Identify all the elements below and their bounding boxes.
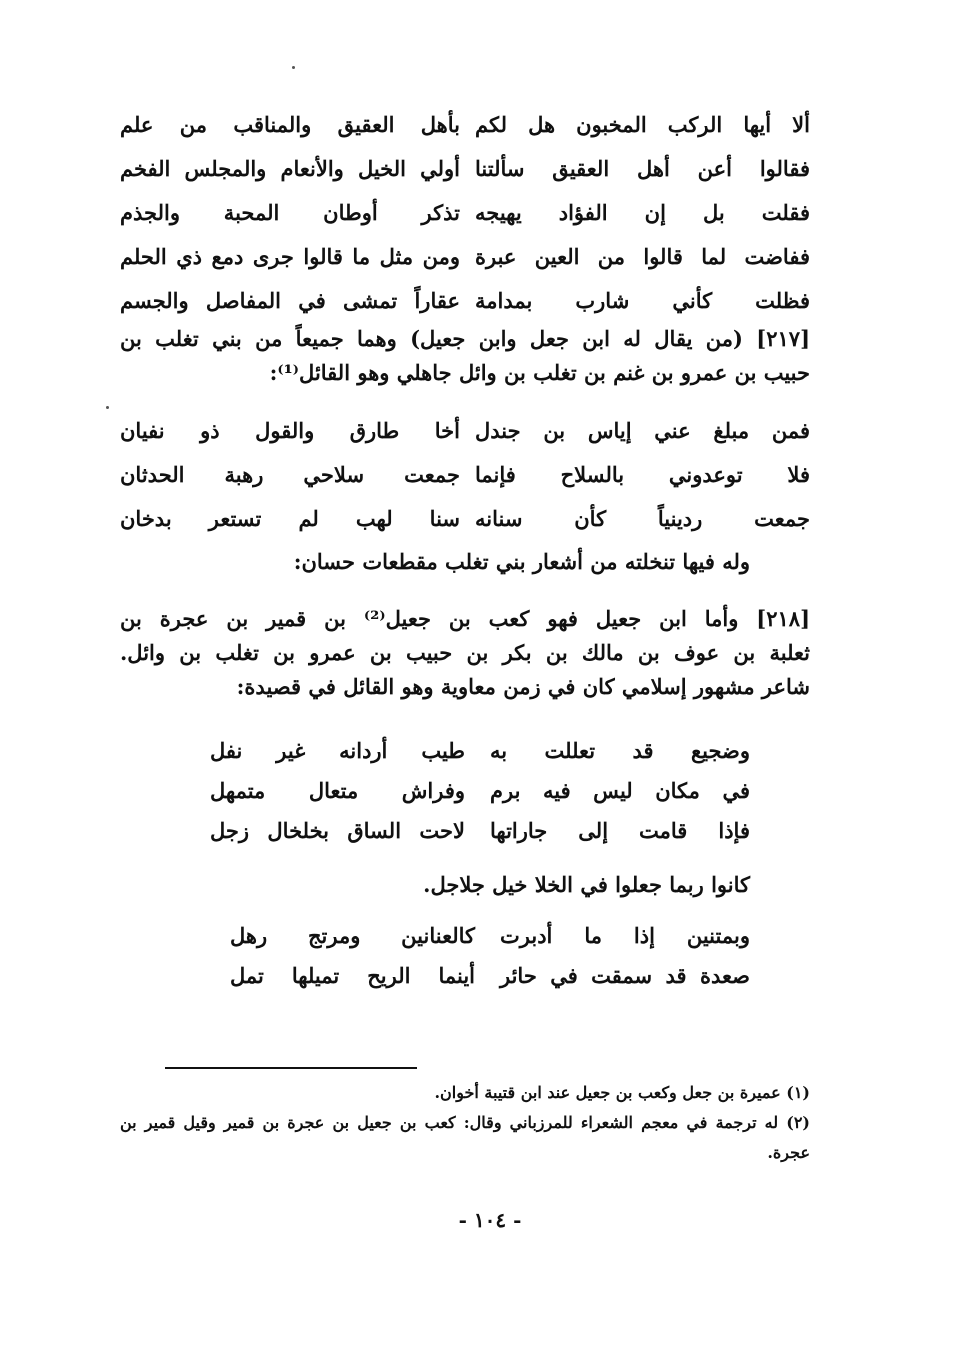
verse-hemistich-first: فقلت بل إن الفؤاد يهيجه (475, 199, 810, 225)
paragraph-218 (120, 602, 810, 704)
verse-line (230, 915, 750, 955)
verse-line (210, 770, 750, 810)
verse-hemistich-first: فلا توعدوني بالسلاح فإنما (475, 461, 810, 487)
paragraph-line: كانوا ربما جعلوا في الخلا خيل جلاجل. (423, 872, 750, 897)
paragraph-line: ثعلبة بن عوف بن مالك بن بكر بن حبيب بن عمرو بن تغلب بن وائل. (120, 640, 810, 665)
verse-hemistich-second: طيب أردانه غير نفل (210, 737, 465, 763)
verse-line (120, 234, 810, 278)
poem-block-1 (120, 102, 810, 322)
footnotes (120, 1078, 810, 1168)
verse-hemistich-second: ومن مثل ما قالوا جرى دمع ذي الحلم (120, 243, 460, 269)
verse-hemistich-second: سنا لهب لم تستعر بدخان (120, 505, 460, 531)
verse-hemistich-first: جمعت ردينياً كأن سنانه (475, 505, 810, 531)
verse-hemistich-second: تذكر أوطان المحبة والجذم (120, 199, 460, 225)
verse-line (120, 102, 810, 146)
verse-line (210, 810, 750, 850)
verse-hemistich-first: فإذا قامت إلى جاراتها (490, 817, 750, 843)
verse-hemistich-first: فمن مبلغ عني إياس بن جندل (475, 417, 810, 443)
verse-line (120, 278, 810, 322)
verse-hemistich-second: عقاراً تمشى في المفاصل والجسم (120, 287, 460, 313)
paragraph-217 (120, 322, 810, 390)
verse-hemistich-first: وضجيع قد تعللت به (490, 737, 750, 763)
verse-hemistich-second: أولي الخيل والأنعام والمجلس الفخم (120, 155, 460, 181)
paragraph-line: شاعر مشهور إسلامي كان في زمن معاوية وهو القائل في قصيدة: (236, 674, 810, 699)
poem-block-3 (210, 730, 750, 850)
verse-line (230, 955, 750, 995)
single-line (230, 868, 750, 902)
paragraph-line: [٢١٨] وأما ابن جعيل فهو كعب بن جعيل⁽²⁾ بن قمير بن عجرة بن (120, 606, 810, 631)
verse-hemistich-first: صعدة قد سمقت في حائر (500, 962, 750, 988)
verse-hemistich-second: لاحت الساق بخلخال زجل (210, 817, 465, 843)
verse-line (210, 730, 750, 770)
verse-hemistich-first: وبمتنين إذا ما أدبرت (500, 922, 750, 948)
poem-block-2 (120, 408, 810, 540)
poem-block-4 (230, 915, 750, 995)
verse-hemistich-first: فظلت كأني شارب بمدامة (475, 287, 810, 313)
verse-hemistich-second: بأهل العقيق والمناقب من علم (120, 111, 460, 137)
scan-speck (292, 66, 295, 69)
paragraph-line: حبيب بن عمرو بن غنم بن تغلب بن وائل جاهلي وهو القائل⁽¹⁾: (269, 360, 810, 385)
verse-hemistich-first: فقالوا أعن أهل العقيق سألتنا (475, 155, 810, 181)
intro-line (230, 545, 750, 579)
verse-line (120, 190, 810, 234)
verse-line (120, 408, 810, 452)
footnote-2: (٢) له ترجمة في معجم الشعراء للمرزباني وقال: كعب بن جعيل بن عجرة بن قمير وقيل قمير بن (120, 1113, 810, 1132)
verse-hemistich-second: أينما الريح تميلها تمل (230, 962, 475, 988)
paragraph-line: [٢١٧] (من يقال له ابن جعل وابن جعيل) وهما جميعاً من بني تغلب بن (120, 326, 810, 351)
footnote-divider (165, 1067, 417, 1069)
paragraph-line: وله فيها تنخلته من أشعار بني تغلب مقطعات حسان: (293, 549, 750, 574)
verse-hemistich-first: ففاضت لما قالوا من العين عبرة (475, 243, 810, 269)
footnote-1: (١) عميرة بن جعل وكعب بن جعيل عند ابن قتيبة أخوان. (434, 1083, 810, 1102)
verse-hemistich-second: جمعت سلاحي رهبة الحدثان (120, 461, 460, 487)
scan-speck (106, 406, 109, 409)
footnote-2-continued: عجرة. (767, 1143, 810, 1162)
verse-hemistich-second: كالعنانين ومرتج رهل (230, 922, 475, 948)
verse-hemistich-second: وفراش متعال متمهل (210, 777, 465, 803)
verse-hemistich-first: في مكان ليس فيه برم (490, 777, 750, 803)
verse-line (120, 452, 810, 496)
page-number: - ١٠٤ - (458, 1208, 522, 1232)
verse-hemistich-second: أخا طارق والقول ذو نفيان (120, 417, 460, 443)
verse-hemistich-first: ألا أيها الركب المخبون هل لكم (475, 111, 810, 137)
verse-line (120, 146, 810, 190)
verse-line (120, 496, 810, 540)
